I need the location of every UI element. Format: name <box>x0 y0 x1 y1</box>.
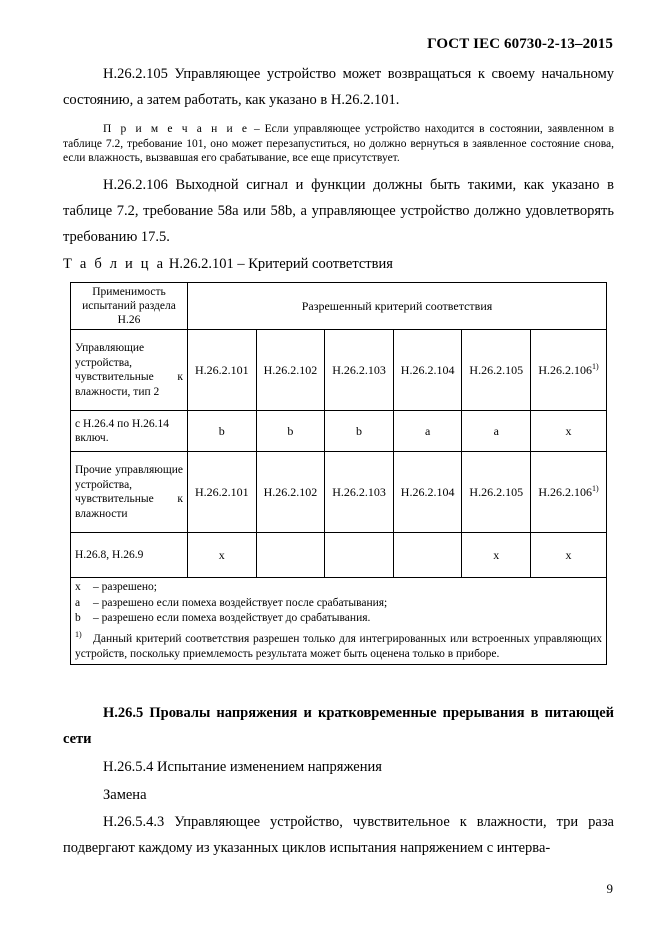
footnote-text: – разрешено если помеха воздействует после срабатывания; <box>93 596 388 609</box>
table-row <box>71 411 607 452</box>
table-cell <box>393 533 462 578</box>
cell-text: Н.26.2.106 <box>538 363 593 377</box>
paragraph-h26-2-106: Н.26.2.106 Выходной сигнал и функции должны быть такими, как указано в таблице 7.2, требование 58а или 58b, а управляющее устройство должно удовлетворять требованию 17.5. <box>63 177 614 245</box>
footnote-item <box>75 580 602 596</box>
table-cell: Н.26.2.101 <box>188 330 257 411</box>
table-caption-text: Н.26.2.101 – Критерий соответствия <box>165 256 393 272</box>
table-cell: Н.26.2.103 <box>325 452 394 533</box>
row-label: Управляющие устройства, чувствительные к влажности, тип 2 <box>71 330 188 411</box>
table-cell: Н.26.2.104 <box>393 452 462 533</box>
table-cell: b <box>325 411 394 452</box>
table-cell: Н.26.2.105 <box>462 452 531 533</box>
table-row <box>71 533 607 578</box>
table-cell <box>256 533 325 578</box>
table-cell: Н.26.2.103 <box>325 330 394 411</box>
note <box>63 122 614 166</box>
footnote-item <box>75 596 602 612</box>
cell-text: Н.26.2.106 <box>538 485 593 499</box>
footnote-key: 1) <box>75 629 82 639</box>
table-header-row <box>71 283 607 330</box>
table-cell: a <box>393 411 462 452</box>
row-label: с Н.26.4 по Н.26.14 включ. <box>71 411 188 452</box>
table-cell: x <box>531 533 607 578</box>
section-heading-h26-5: Н.26.5 Провалы напряжения и кратковременные прерывания в питающей сети <box>63 705 614 747</box>
row-label: Н.26.8, Н.26.9 <box>71 533 188 578</box>
row-label: Прочие управляющие устройства, чувствительные к влажности <box>71 452 188 533</box>
table-footnotes-row <box>71 578 607 665</box>
footnote-item <box>75 627 602 663</box>
header-applicability: Применимость испытаний раздела Н.26 <box>71 283 188 330</box>
table-cell: b <box>188 411 257 452</box>
paragraph-h26-5-4-3: Н.26.5.4.3 Управляющее устройство, чувствительное к влажности, три раза подвергают каждому из указанных циклов испытания напряжением с интерва- <box>63 814 614 856</box>
table-row <box>71 452 607 533</box>
footnote-text: – разрешено если помеха воздействует до срабатывания. <box>93 612 371 624</box>
table-cell <box>531 452 607 533</box>
footnote-item <box>75 611 602 627</box>
footnote-ref: 1) <box>592 362 599 371</box>
table-row <box>71 330 607 411</box>
table-cell <box>531 330 607 411</box>
table-cell: Н.26.2.105 <box>462 330 531 411</box>
footnote-ref: 1) <box>592 484 599 493</box>
page-number: 9 <box>606 881 613 896</box>
table-cell: b <box>256 411 325 452</box>
footnote-key: b <box>75 612 81 624</box>
footnote-text: Данный критерий соответствия разрешен только для интегрированных или встроенных управляющих устройств, поскольку приемлемость результата может быть оценена только в приборе. <box>75 632 602 660</box>
footnote-text: – разрешено; <box>93 581 157 593</box>
document-header: ГОСТ IEC 60730-2-13–2015 <box>427 36 613 52</box>
table-cell: Н.26.2.101 <box>188 452 257 533</box>
table-cell: Н.26.2.104 <box>393 330 462 411</box>
table-cell: Н.26.2.102 <box>256 330 325 411</box>
header-criteria: Разрешенный критерий соответствия <box>188 283 607 330</box>
table-cell: Н.26.2.102 <box>256 452 325 533</box>
footnote-key: x <box>75 581 81 593</box>
note-label: П р и м е ч а н и е <box>103 123 250 135</box>
paragraph-h26-5-4: Н.26.5.4 Испытание изменением напряжения <box>103 759 382 775</box>
table-caption-label: Т а б л и ц а <box>63 256 166 272</box>
table-caption <box>63 256 393 273</box>
note-text: – Если управляющее устройство находится в состоянии, заявленном в таблице 7.2, требование 101, оно может перезапуститься, но должно вернуться в заявленное состояние снова, если влажность, вызвавшая его срабатывание, все еще присутствует. <box>63 123 614 164</box>
table-cell: x <box>462 533 531 578</box>
table-cell <box>325 533 394 578</box>
paragraph-h26-2-105: Н.26.2.105 Управляющее устройство может возвращаться к своему начальному состоянию, а затем работать, как указано в Н.26.2.101. <box>63 66 614 108</box>
table-cell: x <box>531 411 607 452</box>
table-cell: a <box>462 411 531 452</box>
footnote-key: a <box>75 596 81 609</box>
paragraph-replacement: Замена <box>103 787 147 803</box>
table-footnotes <box>71 578 607 665</box>
table-cell: x <box>188 533 257 578</box>
criteria-table <box>70 282 607 665</box>
